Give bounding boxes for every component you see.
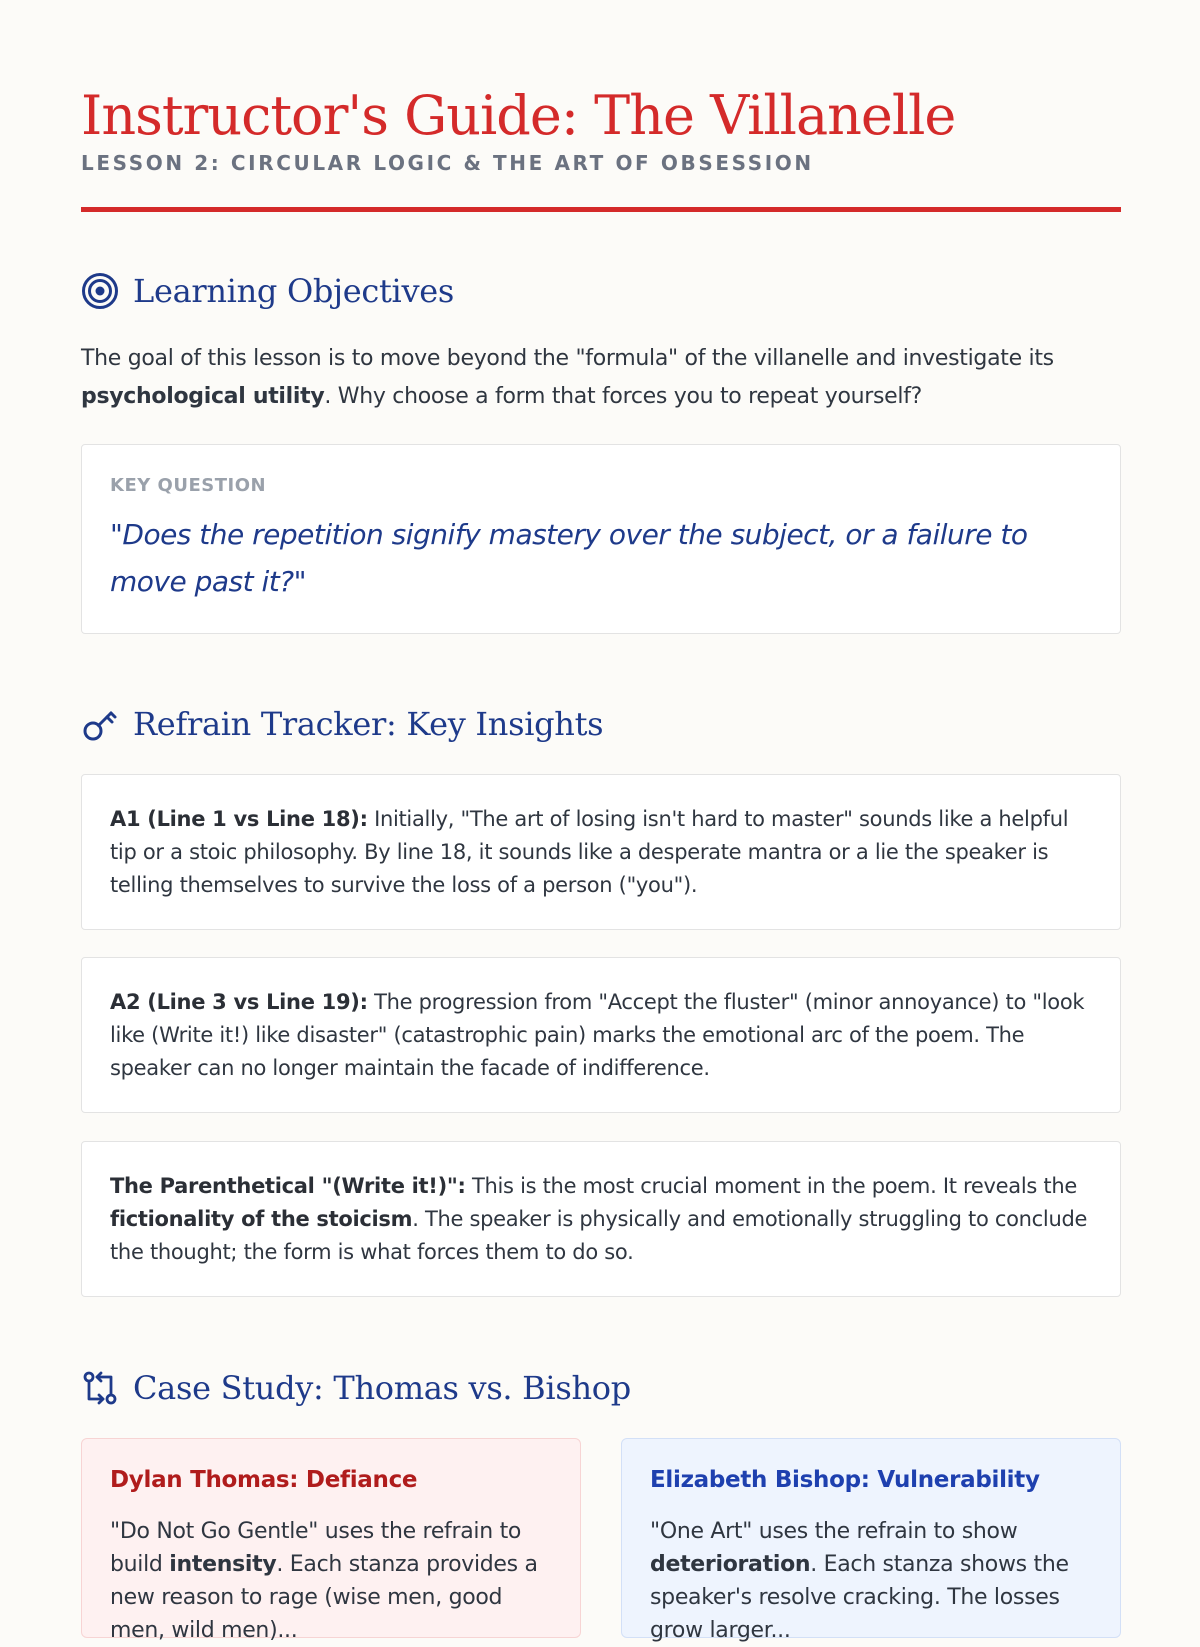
target-icon: [81, 272, 119, 310]
insight-lead: A1 (Line 1 vs Line 18):: [110, 807, 368, 831]
insight-card-a1: [81, 774, 1121, 930]
key-question-card: [81, 444, 1121, 634]
section-heading-objectives: [81, 269, 454, 313]
compare-icon: [81, 1369, 119, 1407]
header-divider: [81, 207, 1121, 212]
case-card-thomas: [81, 1438, 581, 1643]
objectives-intro: The goal of this lesson is to move beyond the "formula" of the villanelle and investigate its psychological utility. Why choose a form that forces you to repeat yourself?: [81, 346, 1054, 409]
case-text: "Do Not Go Gentle" uses the refrain to build intensity. Each stanza provides a new reason to rage (wise men, good men, wild men)...: [110, 1519, 538, 1643]
case-title: Elizabeth Bishop: Vulnerability: [650, 1467, 1040, 1493]
section-heading-refrain: [81, 702, 603, 746]
emphasis-text: deterioration: [650, 1552, 811, 1577]
emphasis-text: fictionality of the stoicism: [110, 1207, 413, 1231]
section-title: Refrain Tracker: Key Insights: [133, 705, 604, 743]
key-icon: [81, 705, 119, 743]
insight-lead: The Parenthetical "(Write it!)":: [110, 1174, 466, 1198]
section-title: Case Study: Thomas vs. Bishop: [133, 1369, 631, 1407]
emphasis-text: psychological utility: [81, 384, 325, 409]
case-text: "One Art" uses the refrain to show deterioration. Each stanza shows the speaker's resolve cracking. The losses grow larger...: [650, 1519, 1069, 1643]
insight-text: A1 (Line 1 vs Line 18): Initially, "The art of losing isn't hard to master" sounds like a helpful tip or a stoic philosophy. By line 18, it sounds like a desperate mantra or a lie the speaker is telling themselves to survive the loss of a person ("you").: [110, 807, 1069, 897]
insight-text: A2 (Line 3 vs Line 19): The progression from "Accept the fluster" (minor annoyance) to "look like (Write it!) like disaster" (catastrophic pain) marks the emotional arc of the poem. The speaker can no longer maintain the facade of indifference.: [110, 990, 1085, 1080]
case-card-bishop: [621, 1438, 1121, 1643]
insight-lead: A2 (Line 3 vs Line 19):: [110, 990, 368, 1014]
emphasis-text: intensity: [169, 1552, 277, 1577]
lesson-subtitle: LESSON 2: CIRCULAR LOGIC & THE ART OF OBSESSION: [81, 151, 814, 175]
section-heading-case-study: [81, 1366, 631, 1410]
insight-text: The Parenthetical "(Write it!)": This is the most crucial moment in the poem. It reveals the fictionality of the stoicism. The speaker is physically and emotionally struggling to conclude the thought; the form is what forces them to do so.: [110, 1174, 1088, 1264]
page-title: Instructor's Guide: The Villanelle: [81, 84, 956, 147]
section-title: Learning Objectives: [133, 272, 455, 310]
key-question-label: KEY QUESTION: [110, 475, 267, 496]
insight-card-parenthetical: [81, 1141, 1121, 1297]
insight-card-a2: [81, 957, 1121, 1113]
key-question-text: "Does the repetition signify mastery over the subject, or a failure to move past it?": [110, 518, 1028, 598]
case-title: Dylan Thomas: Defiance: [110, 1467, 418, 1493]
